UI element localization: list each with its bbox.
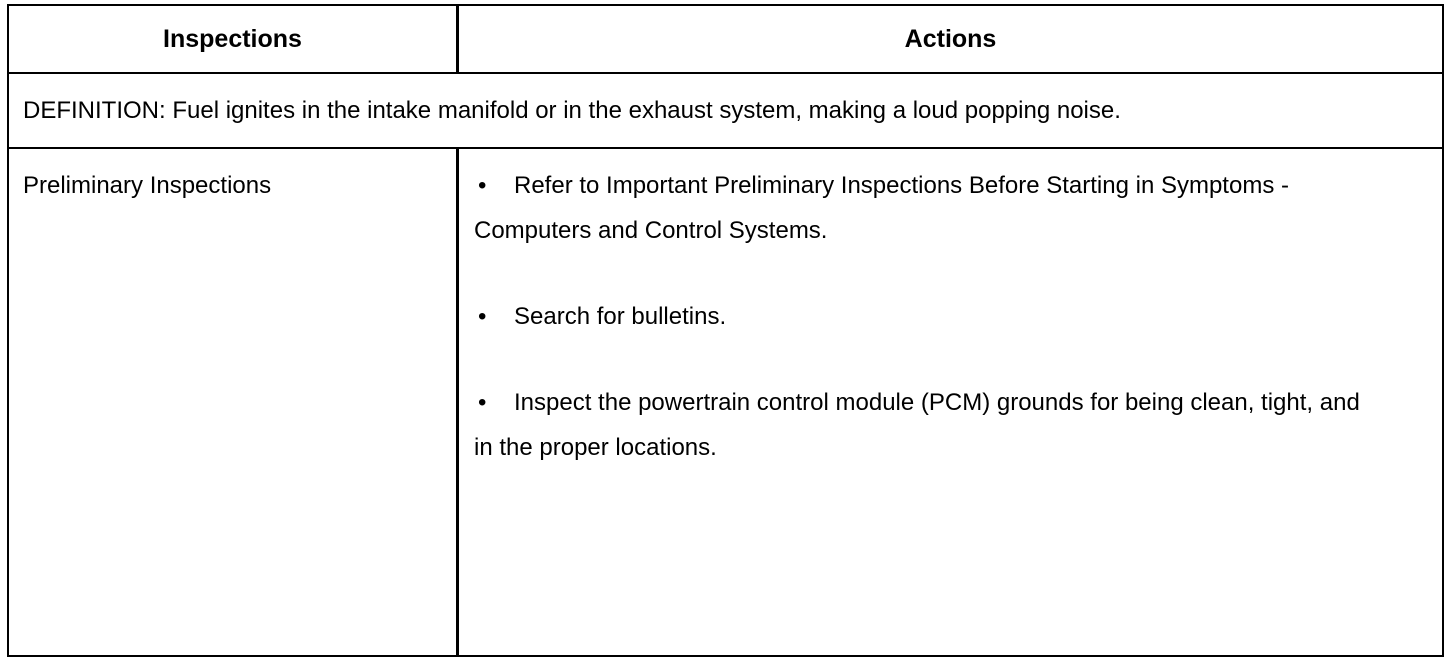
bullet-icon: •: [478, 389, 487, 416]
action-item: [474, 380, 1374, 470]
action-text: Search for bulletins.: [514, 303, 727, 330]
column-header-inspections: Inspections: [163, 25, 302, 53]
inspection-cell: Preliminary Inspections: [23, 172, 272, 199]
definition-text: DEFINITION: Fuel ignites in the intake manifold or in the exhaust system, making a loud popping noise.: [23, 97, 1121, 124]
body-column-divider: [456, 148, 459, 657]
action-item: [474, 294, 1374, 339]
action-text: Inspect the powertrain control module (PCM) grounds for being clean, tight, and in the proper locations.: [474, 389, 1360, 461]
action-item: [474, 163, 1374, 253]
bullet-icon: •: [478, 303, 487, 330]
bullet-icon: •: [478, 172, 487, 199]
definition-divider: [7, 147, 1444, 149]
action-text: Refer to Important Preliminary Inspections Before Starting in Symptoms - Computers and Control Systems.: [474, 172, 1289, 244]
column-header-actions: Actions: [904, 25, 997, 53]
header-divider: [7, 72, 1444, 74]
